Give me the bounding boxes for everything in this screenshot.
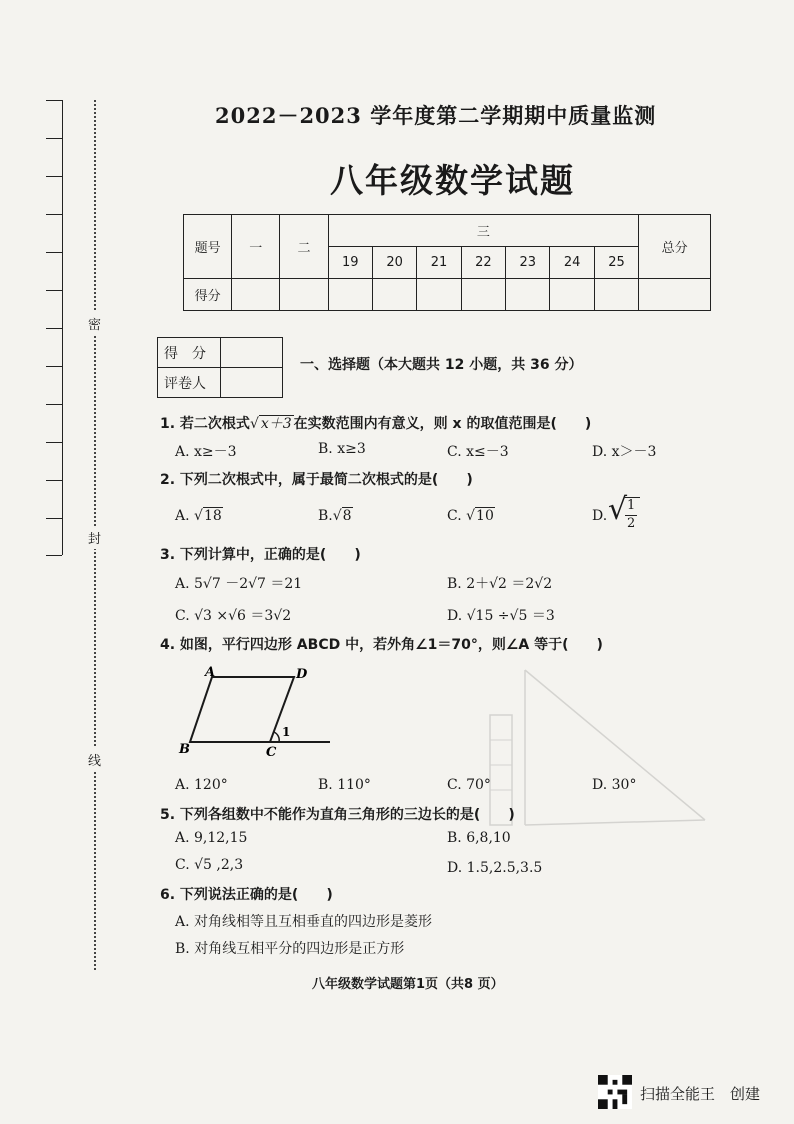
question-2-stem: 2. 下列二次根式中，属于最简二次根式的是( )	[160, 472, 473, 488]
exam-main-title: 八年级数学试题	[330, 161, 575, 200]
score-cell[interactable]	[506, 279, 550, 311]
score-table-subcol: 21	[417, 247, 461, 279]
question-2-option-c: C. √10	[447, 508, 494, 524]
scanner-watermark: 扫描全能王 创建	[640, 1085, 761, 1103]
section-1-title: 一、选择题（本大题共 12 小题，共 36 分）	[300, 357, 583, 373]
vertex-d-label: D	[296, 667, 308, 682]
score-table-subcol: 22	[461, 247, 505, 279]
score-table-col-2: 二	[280, 215, 328, 279]
question-3-option-a: A. 5√7 －2√7 ＝21	[175, 576, 303, 592]
seal-char-mi: 密	[88, 312, 101, 335]
question-6-option-a: A. 对角线相等且互相垂直的四边形是菱形	[175, 914, 433, 930]
vertex-a-label: A	[205, 665, 216, 680]
angle-1-arc	[274, 732, 279, 742]
question-4-option-b: B. 110°	[318, 777, 371, 793]
score-table-total-label: 总分	[639, 215, 711, 279]
score-cell[interactable]	[461, 279, 505, 311]
question-4-option-d: D. 30°	[592, 777, 637, 793]
seal-char-xian: 线	[88, 748, 101, 771]
parallelogram-figure	[172, 660, 342, 760]
score-table-subcol: 25	[594, 247, 638, 279]
score-table	[183, 214, 711, 311]
question-5-stem: 5. 下列各组数中不能作为直角三角形的三边长的是( )	[160, 807, 515, 823]
radical-sign-icon: √	[608, 492, 628, 527]
seal-char-feng: 封	[88, 526, 101, 549]
question-3-option-b: B. 2＋√2 ＝2√2	[447, 576, 553, 592]
parallelogram-shape	[190, 677, 294, 742]
grader-table	[157, 337, 283, 398]
question-1-option-d: D. x＞－3	[592, 444, 657, 460]
score-cell[interactable]	[328, 279, 372, 311]
question-3-option-d: D. √15 ÷√5 ＝3	[447, 608, 555, 624]
score-cell[interactable]	[594, 279, 638, 311]
score-cell[interactable]	[372, 279, 416, 311]
vertex-b-label: B	[179, 742, 190, 757]
show-through-figure	[480, 660, 720, 840]
score-table-subcol: 23	[506, 247, 550, 279]
question-4-option-c: C. 70°	[447, 777, 491, 793]
question-2-option-a: A. √18	[175, 508, 222, 524]
question-2-option-b: B.√8	[318, 508, 352, 524]
score-table-col-3: 三	[328, 215, 639, 247]
exam-header-title: 2022－2023 学年度第二学期期中质量监测	[215, 103, 657, 128]
question-3-stem: 3. 下列计算中，正确的是( )	[160, 547, 361, 563]
score-table-subcol: 20	[372, 247, 416, 279]
grader-reviewer-cell[interactable]	[221, 368, 283, 398]
question-5-option-a: A. 9,12,15	[175, 830, 248, 846]
score-table-subcol: 24	[550, 247, 594, 279]
question-1-option-c: C. x≤－3	[447, 444, 509, 460]
question-5-option-b: B. 6,8,10	[447, 830, 511, 846]
grader-reviewer-label: 评卷人	[158, 368, 221, 398]
question-1-stem: 1. 若二次根式√ x＋3 在实数范围内有意义，则 x 的取值范围是( )	[160, 416, 592, 432]
binding-line	[62, 100, 63, 555]
score-cell[interactable]	[417, 279, 461, 311]
question-4-option-a: A. 120°	[175, 777, 228, 793]
grader-score-label: 得 分	[158, 338, 221, 368]
score-cell[interactable]	[550, 279, 594, 311]
question-1-option-b: B. x≥3	[318, 441, 366, 457]
question-6-option-b: B. 对角线互相平分的四边形是正方形	[175, 941, 405, 957]
question-5-option-c: C. √5 ,2,3	[175, 857, 244, 873]
score-cell[interactable]	[232, 279, 280, 311]
question-1-radicand: x＋3	[260, 416, 292, 432]
score-cell[interactable]	[280, 279, 328, 311]
question-1-option-a: A. x≥－3	[175, 444, 237, 460]
score-cell[interactable]	[639, 279, 711, 311]
score-table-col-1: 一	[232, 215, 280, 279]
question-3-option-c: C. √3 ×√6 ＝3√2	[175, 608, 292, 624]
score-table-subcol: 19	[328, 247, 372, 279]
question-5-option-d: D. 1.5,2.5,3.5	[447, 860, 543, 876]
page-footer: 八年级数学试题第1页（共8 页）	[312, 977, 504, 992]
vertex-c-label: C	[266, 745, 277, 760]
grader-score-cell[interactable]	[221, 338, 283, 368]
angle-1-label: 1	[282, 725, 291, 739]
question-4-stem: 4. 如图，平行四边形 ABCD 中，若外角∠1＝70°，则∠A 等于( )	[160, 637, 603, 653]
question-6-stem: 6. 下列说法正确的是( )	[160, 887, 333, 903]
qr-code-icon	[598, 1075, 632, 1109]
score-table-row-label: 题号	[184, 215, 232, 279]
score-table-score-label: 得分	[184, 279, 232, 311]
